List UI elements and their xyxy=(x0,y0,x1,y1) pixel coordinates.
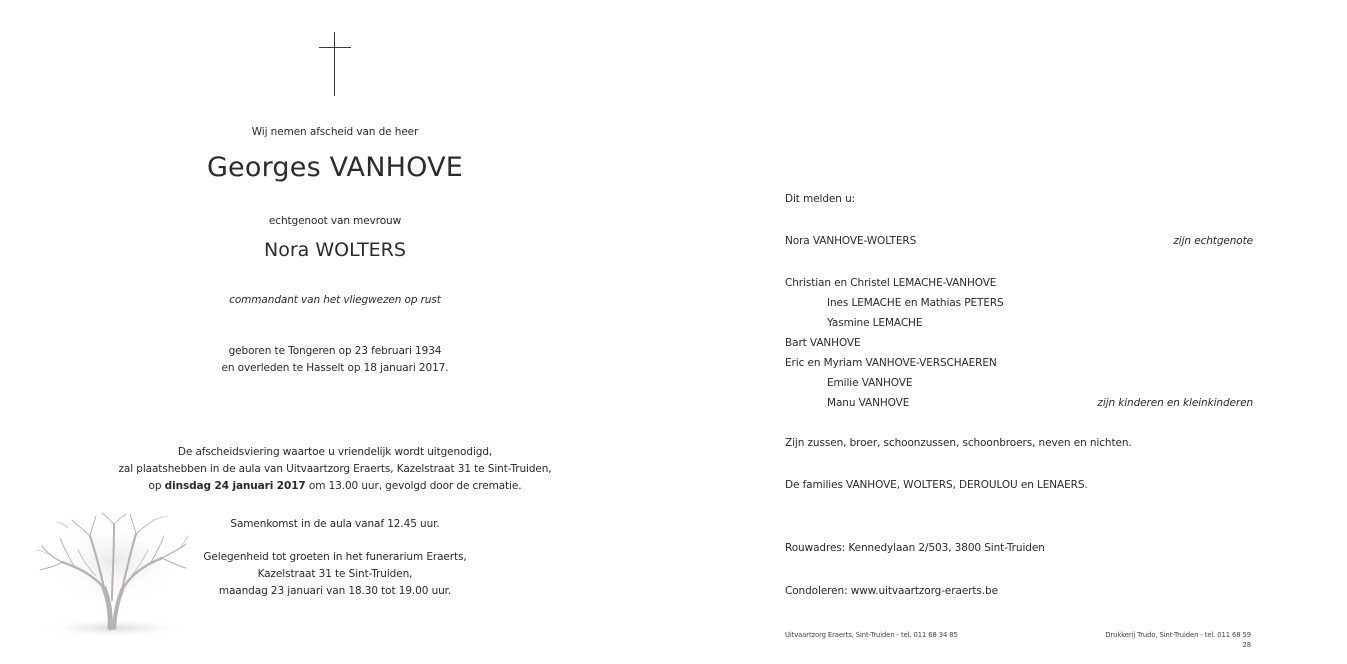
family-member-name: Eric en Myriam VANHOVE-VERSCHAEREN xyxy=(785,357,997,369)
families-row xyxy=(785,475,1253,495)
siblings-block xyxy=(785,433,1253,453)
footer-funeral-home: Uitvaartzorg Eraerts, Sint-Truiden - tel. 011 68 34 85 xyxy=(785,631,958,639)
footer-printer: Drukkerij Trudo, Sint-Truiden - tel. 011 68 59 28 xyxy=(1105,631,1251,649)
condolences-text: Condoleren: www.uitvaartzorg-eraerts.be xyxy=(785,585,998,597)
family-member-name: Ines LEMACHE en Mathias PETERS xyxy=(827,297,1004,309)
spouse-row-block xyxy=(785,231,1253,251)
family-list xyxy=(785,273,1253,413)
greeting-line-1: Gelegenheid tot groeten in het funerarium Eraerts, xyxy=(203,551,467,563)
family-member-name: Yasmine LEMACHE xyxy=(827,317,923,329)
condolences-row xyxy=(785,581,1253,601)
ceremony-line-3 xyxy=(100,478,570,495)
siblings-text: Zijn zussen, broer, schoonzussen, schoonbroers, neven en nichten. xyxy=(785,437,1132,449)
birth-death-block xyxy=(100,343,570,377)
family-row xyxy=(785,293,1253,313)
family-row xyxy=(785,273,1253,293)
family-row xyxy=(785,313,1253,333)
left-page xyxy=(0,0,673,664)
greeting-line-3: maandag 23 januari van 18.30 tot 19.00 uur. xyxy=(218,585,452,597)
families-text: De families VANHOVE, WOLTERS, DEROULOU en LENAERS. xyxy=(785,479,1088,491)
tree-illustration xyxy=(34,510,192,638)
death-line: en overleden te Hasselt op 18 januari 2017. xyxy=(221,362,449,374)
address-row xyxy=(785,538,1253,558)
spouse-intro: echtgenoot van mevrouw xyxy=(268,215,402,227)
intro-text: Wij nemen afscheid van de heer xyxy=(251,126,419,138)
ceremony-suffix: om 13.00 uur, gevolgd door de crematie. xyxy=(305,480,522,492)
family-member-name: Emilie VANHOVE xyxy=(827,377,913,389)
ceremony-block xyxy=(100,444,570,495)
address-block xyxy=(785,538,1253,558)
ceremony-line-2: zal plaatshebben in de aula van Uitvaartzorg Eraerts, Kazelstraat 31 te Sint-Truiden, xyxy=(118,463,552,475)
ceremony-line-1: De afscheidsviering waartoe u vriendelijk wordt uitgenodigd, xyxy=(177,446,493,458)
family-row xyxy=(785,393,1253,413)
announce-row xyxy=(785,189,1253,209)
family-member-name: Christian en Christel LEMACHE-VANHOVE xyxy=(785,277,997,289)
cross-icon xyxy=(319,32,351,96)
mourning-address: Rouwadres: Kennedylaan 2/503, 3800 Sint-Truiden xyxy=(785,542,1045,554)
deceased-name: Georges VANHOVE xyxy=(206,152,464,183)
spouse-full-name: Nora VANHOVE-WOLTERS xyxy=(785,235,917,247)
gathering-text: Samenkomst in de aula vanaf 12.45 uur. xyxy=(230,518,440,530)
announce-text xyxy=(785,189,1253,209)
ceremony-date: dinsdag 24 januari 2017 xyxy=(164,480,306,492)
family-member-name: Manu VANHOVE xyxy=(827,397,910,409)
siblings-row xyxy=(785,433,1253,453)
greeting-line-2: Kazelstraat 31 te Sint-Truiden, xyxy=(257,568,413,580)
condolences-block xyxy=(785,581,1253,601)
families-block xyxy=(785,475,1253,495)
announce-label: Dit melden u: xyxy=(785,193,856,205)
family-row xyxy=(785,373,1253,393)
spouse-relation: zijn echtgenote xyxy=(1173,235,1253,247)
spouse-row xyxy=(785,231,1253,251)
family-member-name: Bart VANHOVE xyxy=(785,337,861,349)
children-relation: zijn kinderen en kleinkinderen xyxy=(1097,397,1253,409)
ceremony-prefix: op xyxy=(148,480,165,492)
birth-line: geboren te Tongeren op 23 februari 1934 xyxy=(228,345,442,357)
family-row xyxy=(785,353,1253,373)
family-row xyxy=(785,333,1253,353)
spouse-name: Nora WOLTERS xyxy=(264,239,406,261)
profession-title: commandant van het vliegwezen op rust xyxy=(229,294,441,306)
